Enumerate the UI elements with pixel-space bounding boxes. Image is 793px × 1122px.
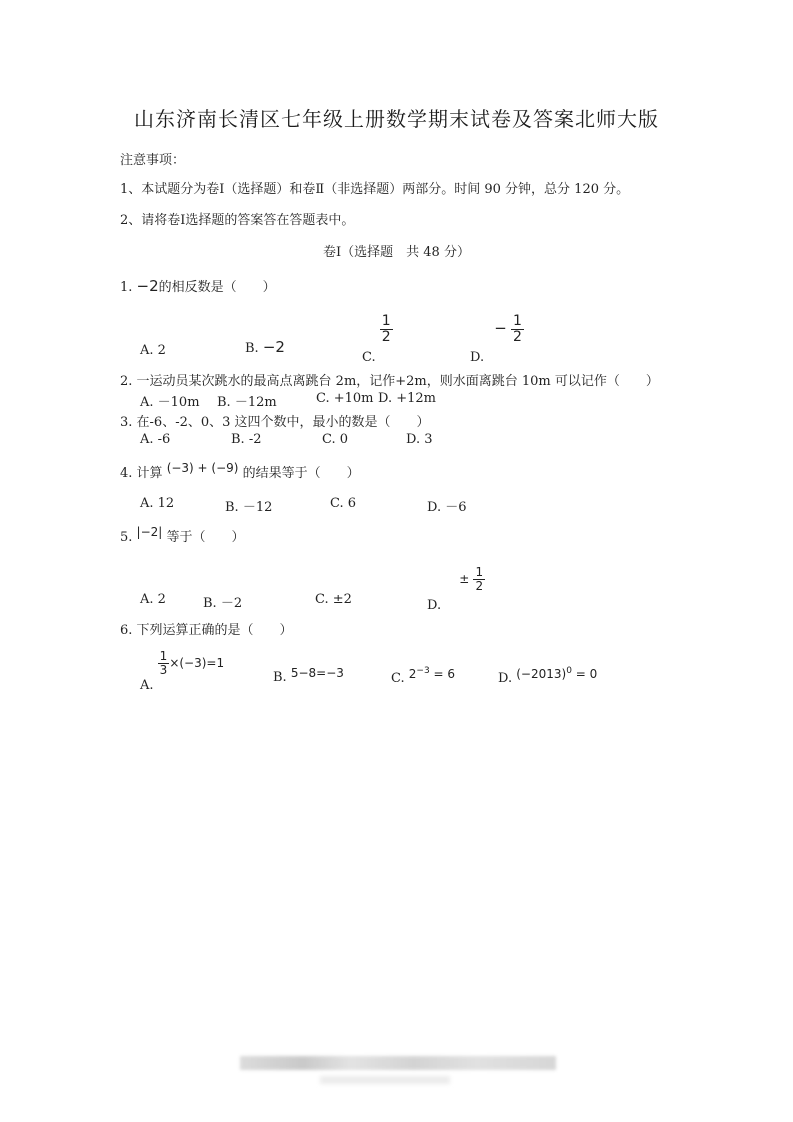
q2-option-b: B. －12m [217, 395, 277, 410]
fraction-denominator: 2 [475, 579, 484, 594]
question-3: 3. 在-6、-2、0、3 这四个数中，最小的数是（ ） [120, 415, 430, 430]
section-heading: 卷Ⅰ（选择题 共 48 分） [323, 245, 470, 260]
q4-option-a: A. 12 [140, 496, 175, 511]
fraction-denominator: 2 [512, 329, 522, 346]
q6-option-c-rest: = 6 [429, 667, 456, 681]
q5-text: 等于（ ） [166, 530, 245, 545]
q6-option-d-expr [516, 667, 597, 681]
q6-option-a-fraction [158, 650, 170, 677]
q1-option-c-fraction [380, 314, 393, 346]
question-2: 2. 一运动员某次跳水的最高点离跳台 2m，记作+2m，则水面离跳台 10m 可以记作（ ） [120, 374, 659, 389]
q5-option-a: A. 2 [140, 592, 166, 607]
question-4 [120, 462, 360, 481]
q6-option-c-base: 2 [408, 667, 417, 681]
q6-option-a-rest: ×(−3)=1 [169, 656, 225, 671]
q6-option-d [498, 666, 598, 686]
note-2: 2、请将卷Ⅰ选择题的答案答在答题表中。 [120, 213, 355, 228]
fraction-numerator: 1 [381, 313, 391, 329]
q3-option-b: B. -2 [231, 432, 262, 447]
q6-option-b [273, 666, 344, 685]
q4-text: 的结果等于（ ） [242, 466, 360, 481]
fraction-numerator: 1 [512, 313, 522, 329]
q1-option-b-label: B. [245, 341, 259, 356]
exam-title: 山东济南长清区七年级上册数学期末试卷及答案北师大版 [134, 107, 659, 131]
q1-option-a: A. 2 [140, 343, 166, 358]
q5-expression: |−2| [136, 525, 163, 539]
q4-option-c: C. 6 [330, 496, 357, 511]
q5-number: 5. [120, 530, 133, 545]
q6-option-c [391, 666, 456, 686]
q5-option-c: C. ±2 [315, 592, 352, 607]
q6-option-d-exponent: 0 [566, 666, 572, 676]
q5-option-d-label: D. [427, 598, 442, 614]
q3-option-d: D. 3 [406, 432, 433, 447]
q6-option-a-label: A. [140, 678, 154, 694]
q6-option-a [140, 649, 225, 694]
q5-option-d [427, 565, 485, 614]
blurred-footer-watermark-secondary [320, 1076, 450, 1084]
question-5 [120, 526, 244, 545]
note-1: 1、本试题分为卷Ⅰ（选择题）和卷Ⅱ（非选择题）两部分。时间 90 分钟，总分 120 分。 [120, 182, 630, 197]
q1-option-b-expr: −2 [262, 338, 285, 356]
q2-option-c: C. +10m [316, 391, 374, 406]
fraction-denominator: 3 [159, 663, 168, 678]
fraction-numerator: 1 [159, 649, 168, 663]
q1-option-d-sign: − [494, 319, 507, 338]
q2-option-a: A. －10m [140, 395, 200, 410]
question-6: 6. 下列运算正确的是（ ） [120, 623, 293, 638]
q6-option-c-exponent: −3 [416, 666, 430, 676]
q1-option-d-label: D. [470, 350, 485, 366]
q3-option-a: A. -6 [140, 432, 171, 447]
q4-number: 4. 计算 [120, 466, 163, 481]
fraction-numerator: 1 [475, 565, 484, 579]
q1-option-c-label: C. [362, 350, 376, 366]
q2-option-d: D. +12m [378, 391, 436, 406]
fraction-denominator: 2 [381, 329, 391, 346]
q5-option-b: B. －2 [203, 596, 243, 611]
notes-heading: 注意事项： [120, 153, 186, 168]
q3-option-c: C. 0 [322, 432, 349, 447]
q4-option-d: D. －6 [427, 500, 467, 515]
q6-option-d-label: D. [498, 671, 513, 686]
q1-option-c [362, 313, 393, 366]
q1-text: 的相反数是（ ） [158, 280, 276, 295]
q1-option-d [470, 313, 524, 366]
q6-option-c-expr [409, 667, 455, 681]
q6-option-d-rest: = 0 [571, 667, 598, 681]
q1-number: 1. [120, 280, 133, 295]
q4-expression: (−3) + (−9) [166, 461, 239, 475]
q4-option-b: B. －12 [225, 500, 273, 515]
q6-option-d-base: (−2013) [516, 667, 567, 681]
q6-option-c-label: C. [391, 671, 405, 686]
q1-option-d-fraction [511, 314, 524, 346]
question-1 [120, 276, 276, 295]
q5-option-d-fraction [473, 566, 485, 593]
q1-expression: −2 [136, 277, 159, 295]
q6-option-b-label: B. [273, 670, 287, 685]
q1-option-b [245, 338, 285, 356]
q5-option-d-sign: ± [459, 572, 470, 587]
q6-option-b-expr: 5−8=−3 [290, 666, 344, 680]
blurred-footer-watermark [240, 1056, 556, 1070]
